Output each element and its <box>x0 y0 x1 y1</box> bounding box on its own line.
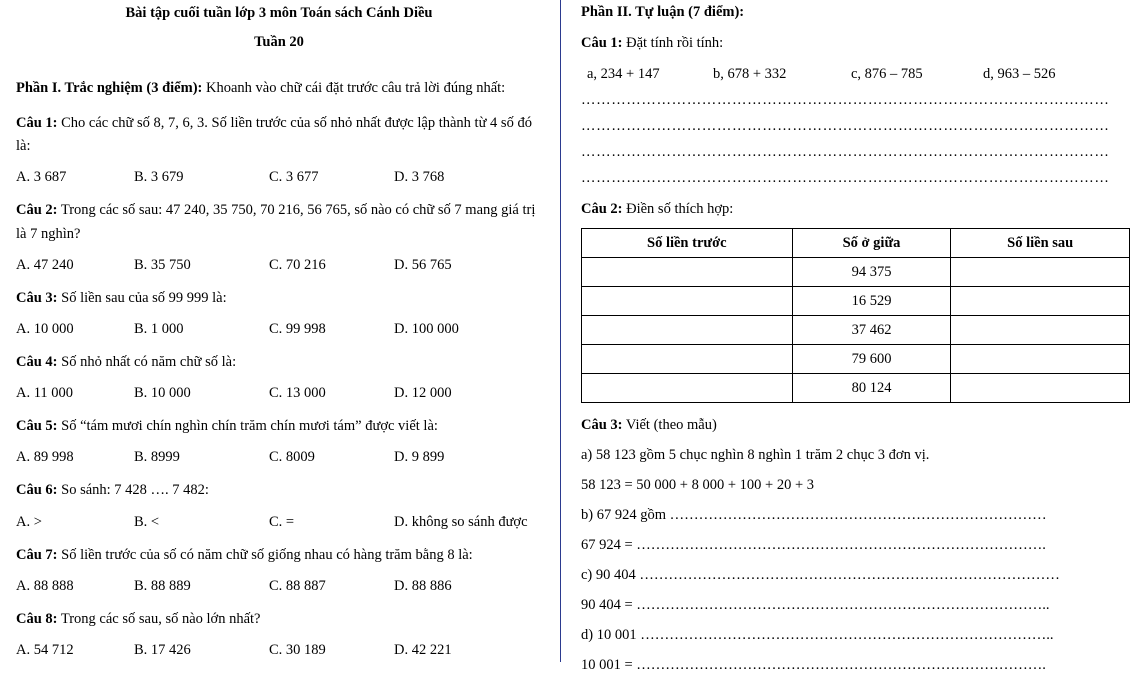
question-4-text: Số nhỏ nhất có năm chữ số là: <box>57 353 237 370</box>
table-row <box>582 316 1130 345</box>
essay-question-1-label: Câu 1: <box>581 35 623 51</box>
table-row <box>582 258 1130 287</box>
question-1-choices <box>16 169 542 186</box>
essay-question-1-text: Đặt tính rồi tính: <box>622 35 724 51</box>
number-table <box>581 228 1130 403</box>
cell-middle: 80 124 <box>792 374 951 403</box>
choice-b[interactable]: B. 8999 <box>134 449 180 466</box>
choice-b[interactable]: B. < <box>134 513 160 530</box>
choice-d[interactable]: D. 9 899 <box>394 449 445 466</box>
question-7-label: Câu 7: <box>16 546 58 563</box>
cell-middle: 94 375 <box>792 258 951 287</box>
table-header-next: Số liền sau <box>951 229 1130 258</box>
calc-item-d: d, 963 – 526 <box>983 66 1056 82</box>
question-5-text: Số “tám mươi chín nghìn chín trăm chín mươi tám” được viết là: <box>57 418 438 435</box>
part-1-heading <box>16 77 542 99</box>
choice-c[interactable]: C. 8009 <box>269 449 315 466</box>
cell-previous[interactable] <box>582 374 793 403</box>
table-header-previous: Số liền trước <box>582 229 793 258</box>
question-2-text: Trong các số sau: 47 240, 35 750, 70 216, 56 765, số nào có chữ số 7 mang giá trị là 7 nghìn? <box>16 202 536 242</box>
question-8 <box>16 608 542 631</box>
essay-line-d-answer[interactable]: 10 001 = …………………………………………………………………………. <box>581 657 1046 673</box>
essay-question-1 <box>581 35 1130 52</box>
cell-next[interactable] <box>951 374 1130 403</box>
cell-middle: 37 462 <box>792 316 951 345</box>
choice-c[interactable]: C. 88 887 <box>269 577 326 594</box>
question-3-choices <box>16 321 542 338</box>
cell-previous[interactable] <box>582 316 793 345</box>
choice-a[interactable]: A. 10 000 <box>16 320 74 337</box>
cell-middle: 16 529 <box>792 287 951 316</box>
choice-c[interactable]: C. = <box>269 513 295 530</box>
essay-question-2-text: Điền số thích hợp: <box>622 201 734 217</box>
question-4-label: Câu 4: <box>16 353 58 370</box>
essay-question-3-label: Câu 3: <box>581 417 623 433</box>
question-4 <box>16 351 542 374</box>
choice-b[interactable]: B. 3 679 <box>134 169 184 186</box>
question-8-label: Câu 8: <box>16 610 58 627</box>
question-7 <box>16 544 542 567</box>
cell-previous[interactable] <box>582 345 793 374</box>
cell-next[interactable] <box>951 316 1130 345</box>
essay-question-2-label: Câu 2: <box>581 201 623 217</box>
choice-b[interactable]: B. 1 000 <box>134 320 184 337</box>
answer-blank-line[interactable]: …………………………………………………………………………………………… <box>581 144 1110 160</box>
question-6-choices <box>16 514 542 531</box>
question-3-text: Số liền sau của số 99 999 là: <box>57 289 227 306</box>
essay-line-c[interactable]: c) 90 404 …………………………………………………………………………… <box>581 567 1060 583</box>
essay-line-c-answer[interactable]: 90 404 = ………………………………………………………………………….. <box>581 597 1050 613</box>
choice-c[interactable]: C. 99 998 <box>269 320 326 337</box>
question-3-label: Câu 3: <box>16 289 58 306</box>
choice-a[interactable]: A. 54 712 <box>16 641 74 658</box>
table-header-row <box>582 229 1130 258</box>
question-7-choices <box>16 578 542 595</box>
calc-item-a: a, 234 + 147 <box>587 66 660 82</box>
question-2-choices <box>16 257 542 274</box>
question-6 <box>16 479 542 502</box>
cell-next[interactable] <box>951 287 1130 316</box>
choice-d[interactable]: D. 42 221 <box>394 641 452 658</box>
choice-a[interactable]: A. 47 240 <box>16 256 74 273</box>
table-row <box>582 287 1130 316</box>
essay-line-a-answer: 58 123 = 50 000 + 8 000 + 100 + 20 + 3 <box>581 477 815 493</box>
choice-b[interactable]: B. 35 750 <box>134 256 191 273</box>
question-8-choices <box>16 642 542 659</box>
question-5-label: Câu 5: <box>16 418 58 435</box>
table-row <box>582 374 1130 403</box>
choice-d[interactable]: D. 88 886 <box>394 577 452 594</box>
question-1 <box>16 112 542 158</box>
choice-a[interactable]: A. 89 998 <box>16 449 74 466</box>
question-4-choices <box>16 385 542 402</box>
answer-blank-line[interactable]: …………………………………………………………………………………………… <box>581 170 1110 186</box>
essay-line-b[interactable]: b) 67 924 gồm …………………………………………………………………… <box>581 507 1047 523</box>
week-label: Tuần 20 <box>254 33 304 50</box>
left-column <box>0 0 560 662</box>
choice-c[interactable]: C. 13 000 <box>269 385 326 402</box>
calc-item-b: b, 678 + 332 <box>713 66 787 82</box>
question-6-text: So sánh: 7 428 …. 7 482: <box>57 482 209 499</box>
choice-d[interactable]: D. 12 000 <box>394 385 452 402</box>
choice-a[interactable]: A. > <box>16 513 42 530</box>
question-5-choices <box>16 449 542 466</box>
cell-middle: 79 600 <box>792 345 951 374</box>
question-6-label: Câu 6: <box>16 482 58 499</box>
cell-previous[interactable] <box>582 258 793 287</box>
part-1-heading-bold: Phần I. Trắc nghiệm (3 điểm): <box>16 79 203 96</box>
choice-c[interactable]: C. 30 189 <box>269 641 326 658</box>
essay-question-3-text: Viết (theo mẫu) <box>622 417 717 433</box>
essay-line-b-answer[interactable]: 67 924 = …………………………………………………………………………. <box>581 537 1046 553</box>
part-1-heading-rest: Khoanh vào chữ cái đặt trước câu trả lời đúng nhất: <box>202 79 506 96</box>
choice-a[interactable]: A. 3 687 <box>16 169 67 186</box>
choice-d[interactable]: D. 3 768 <box>394 169 445 186</box>
essay-line-d[interactable]: d) 10 001 ………………………………………………………………………….. <box>581 627 1054 643</box>
cell-previous[interactable] <box>582 287 793 316</box>
choice-a[interactable]: A. 88 888 <box>16 577 74 594</box>
choice-d[interactable]: D. 100 000 <box>394 320 459 337</box>
right-column <box>561 0 1146 673</box>
document-title: Bài tập cuối tuần lớp 3 môn Toán sách Cánh Diều <box>125 5 433 21</box>
cell-next[interactable] <box>951 258 1130 287</box>
question-2 <box>16 199 542 245</box>
question-7-text: Số liền trước của số có năm chữ số giống nhau có hàng trăm bằng 8 là: <box>57 546 473 563</box>
cell-next[interactable] <box>951 345 1130 374</box>
question-1-text: Cho các chữ số 8, 7, 6, 3. Số liền trước của số nhỏ nhất được lập thành từ 4 số đó là: <box>16 115 532 155</box>
calc-item-c: c, 876 – 785 <box>851 66 923 82</box>
answer-blank-line[interactable]: …………………………………………………………………………………………… <box>581 118 1110 134</box>
answer-blank-line[interactable]: …………………………………………………………………………………………… <box>581 92 1110 108</box>
choice-b[interactable]: B. 17 426 <box>134 641 191 658</box>
question-1-label: Câu 1: <box>16 115 58 132</box>
choice-c[interactable]: C. 3 677 <box>269 169 319 186</box>
choice-b[interactable]: B. 88 889 <box>134 577 191 594</box>
essay-line-a: a) 58 123 gồm 5 chục nghìn 8 nghìn 1 trăm 2 chục 3 đơn vị. <box>581 447 930 463</box>
calculation-items <box>587 66 1130 83</box>
question-5 <box>16 415 542 438</box>
choice-a[interactable]: A. 11 000 <box>16 385 74 402</box>
table-header-middle: Số ở giữa <box>792 229 951 258</box>
choice-c[interactable]: C. 70 216 <box>269 256 326 273</box>
choice-b[interactable]: B. 10 000 <box>134 385 191 402</box>
essay-question-3 <box>581 417 1130 434</box>
choice-d[interactable]: D. 56 765 <box>394 256 452 273</box>
choice-d[interactable]: D. không so sánh được <box>394 513 528 530</box>
question-8-text: Trong các số sau, số nào lớn nhất? <box>57 610 261 627</box>
part-2-heading: Phần II. Tự luận (7 điểm): <box>581 4 745 20</box>
question-2-label: Câu 2: <box>16 202 58 219</box>
essay-question-2 <box>581 201 1130 218</box>
table-row <box>582 345 1130 374</box>
question-3 <box>16 287 542 310</box>
